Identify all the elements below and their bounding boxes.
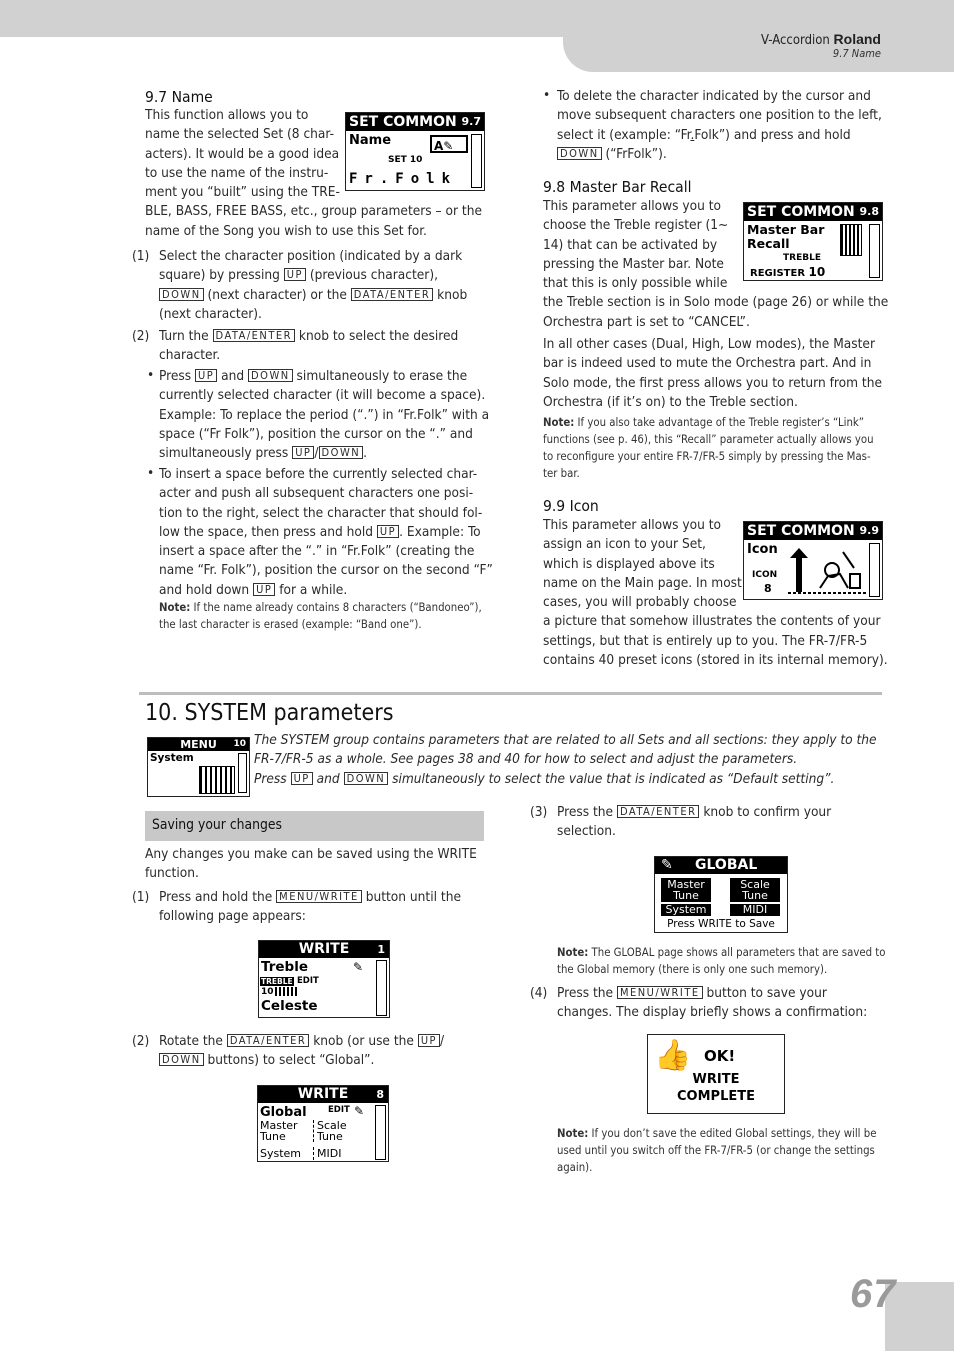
scrollbar-icon (238, 753, 247, 793)
s97-bullet3: To delete the character indicated by the cursor and move subsequent characters one position to the left, select it (example: “Fr.Folk”) and press and hold DOWN (“FrFolk”). (557, 88, 882, 162)
global-note: Note: The GLOBAL page shows all parameters that are saved to the Global memory (there is only one such memory). (557, 946, 886, 976)
s98-body: This parameter allows you to choose the Treble register (1~ 14) that can be activated by pressing the Master bar. Note that this is only possible while the Treble section is in Solo mode (page 26) or while the Orchestra part is set to “CANCEL”. (543, 198, 889, 330)
scrollbar-icon (375, 1105, 386, 1160)
write-step2: Rotate the DATA/ENTER knob (or use the UP / DOWN buttons) to select “Global”. (159, 1033, 445, 1069)
keyboard-icon (840, 224, 862, 256)
lcd-icon-page: SET COMMON 9.9 Icon ICON 8 (743, 521, 883, 600)
write-step3: Press the DATA/ENTER knob to confirm your selection. (557, 804, 832, 840)
write-step1: Press and hold the MENU/WRITE button until the following page appears: (159, 889, 461, 925)
bullet: • (147, 465, 155, 481)
saving-changes-header: Saving your changes (145, 811, 484, 841)
bullet: • (147, 367, 155, 383)
bullet: • (543, 87, 551, 103)
scrollbar-icon (376, 960, 387, 1016)
saving-intro: Any changes you make can be saved using the WRITE function. (145, 846, 477, 882)
header-tab (563, 0, 954, 72)
register-icon (275, 987, 297, 996)
running-section: 9.7 Name (832, 47, 881, 60)
write-step4: Press the MENU/WRITE button to save your changes. The display briefly shows a confirmation: (557, 985, 868, 1021)
scrollbar-icon (471, 134, 482, 188)
accordion-icon (199, 766, 235, 794)
lcd-global-page: ✎ GLOBAL Master Tune Scale Tune System MIDI Press WRITE to Save (654, 856, 788, 933)
landscape-icon (788, 544, 866, 596)
heading-9-9: 9.9 Icon (543, 497, 599, 515)
s97-note: Note: If the name already contains 8 characters (“Bandoneo”), the last character is erased (example: “Band one”). (159, 601, 482, 631)
heading-10: 10. SYSTEM parameters (145, 700, 394, 726)
pencil-icon: A✎ (430, 135, 468, 153)
s97-intro: This function allows you to name the selected Set (8 char- acters). It would be a good idea to use the name of the instru- ment you “built” using the TRE- BLE, BASS, FREE BASS, etc., group parameters – or the name of the Song you wish to use this Set for. (145, 107, 483, 239)
lcd-write-page-1: WRITE 1 Treble ✎ TREBLE EDIT 10 Celeste (258, 940, 390, 1018)
lcd-menu-page: MENU 10 System (147, 737, 250, 797)
edit-icon: ✎ (353, 960, 364, 974)
edit-icon: ✎ (354, 1104, 365, 1118)
edit-icon: ✎ (661, 857, 673, 873)
s97-step1: Select the character position (indicated by a dark square) by pressing UP (previous character), DOWN (next character) or the DATA/ENTER knob (next character). (159, 248, 468, 322)
product-name: V-Accordion Roland (761, 31, 881, 48)
s97-bullet2: To insert a space before the currently selected char- acter and push all subsequent characters one posi- tion to the right, select the character that should fol- low the space, then press and hold UP . Example: To insert a space after the “.” in “Fr.Folk” (creating the name “Fr. Folk”), position the cursor on the second “F” and hold down UP for a while. (159, 466, 493, 598)
lcd-write-page-2: WRITE 8 Global EDIT ✎ Master Tune Scale Tune System MIDI (257, 1085, 389, 1162)
scrollbar-icon (869, 224, 880, 278)
lcd-name-page: SET COMMON 9.7 Name A✎ SET 10 Fr.Folk (345, 112, 485, 191)
s99-body: This parameter allows you to assign an icon to your Set, which is displayed above its name on the Main page. In most cases, you will probably choose a picture that somehow illustrates the contents of your settings, but that is entirely up to you. The FR-7/FR-5 contains 40 preset icons (stored in its internal memory). (543, 517, 888, 669)
scrollbar-icon (869, 543, 880, 597)
lcd-master-bar-page: SET COMMON 9.8 Master Bar Recall TREBLE REGISTER 10 (743, 202, 883, 281)
heading-9-8: 9.8 Master Bar Recall (543, 178, 692, 196)
s98-para2: In all other cases (Dual, High, Low modes), the Master bar is indeed used to mute the Orchestra part. And in Solo mode, the first press allows you to return from the Orchestra (if it’s on) to the Treble section. (543, 336, 882, 410)
s98-note: Note: If you also take advantage of the Treble register’s “Link” functions (see p. 46), this “Recall” parameter actually allows you to reconfigure your entire FR-7/FR-5 simply by pressing the Mas- ter bar. (543, 416, 874, 480)
final-note: Note: If you don’t save the edited Global settings, they will be used until you switch off the FR-7/FR-5 (or change the settings again). (557, 1127, 877, 1174)
section-divider (139, 692, 882, 695)
heading-9-7: 9.7 Name (145, 88, 213, 106)
thumbs-up-icon: 👍 (654, 1038, 692, 1073)
page-number: 67 (850, 1272, 897, 1316)
lcd-write-complete: 👍 OK! WRITE COMPLETE (647, 1034, 785, 1114)
s97-step2: Turn the DATA/ENTER knob to select the desired character. (159, 328, 459, 364)
s97-bullet1: Press UP and DOWN simultaneously to erase the currently selected character (it will become a space). Example: To replace the period (“.”) in “Fr.Folk” with a space (“Fr Folk”), position the cursor on the “.” and simultaneously press UP / DOWN . (159, 368, 490, 462)
s10-intro: The SYSTEM group contains parameters that are related to all Sets and all sections: they apply to the FR-7/FR-5 as a whole. See pages 38 and 40 for how to select and adjust the parameters. Press UP and DOWN simultaneously to select the value that is indicated as “Default setting”. (254, 732, 877, 787)
